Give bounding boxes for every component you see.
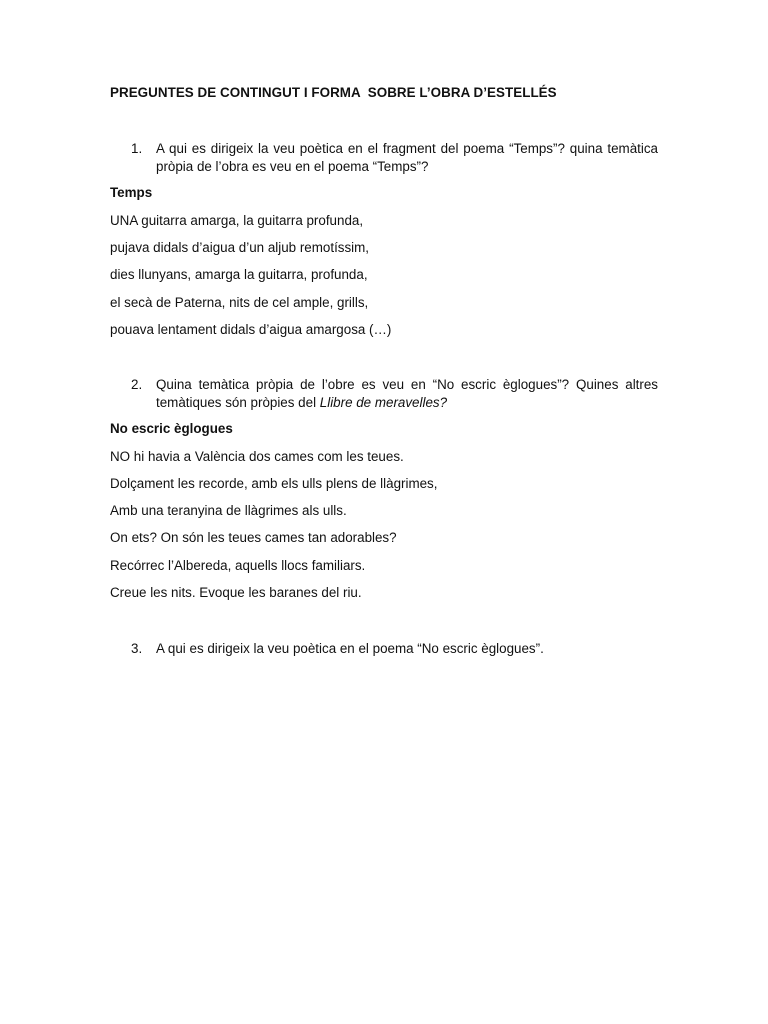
question-number: 2. [131,377,143,392]
poem-line: Dolçament les recorde, amb els ulls plens de llàgrimes, [110,476,438,491]
poem-title-no-escric-eglogues: No escric èglogues [110,421,233,436]
poem-line: Recórrec l’Albereda, aquells llocs familiars. [110,558,366,573]
poem-line: dies llunyans, amarga la guitarra, profunda, [110,267,368,282]
book-title: Llibre de meravelles? [319,394,448,410]
poem-line: Creue les nits. Evoque les baranes del riu. [110,585,362,600]
poem-line: el secà de Paterna, nits de cel ample, grills, [110,295,369,310]
question-text: A qui es dirigeix la veu poètica en el fragment del poema “Temps”? quina temàtica pròpia de l’obra es veu en el poema “Temps”? [156,141,658,174]
question-text [156,376,658,411]
poem-line: UNA guitarra amarga, la guitarra profunda, [110,213,364,228]
question-number: 3. [131,641,143,656]
document-title: PREGUNTES DE CONTINGUT I FORMA SOBRE L’OBRA D’ESTELLÉS [110,85,557,100]
question-2 [131,376,658,411]
question-1 [131,140,658,175]
poem-line: On ets? On són les teues cames tan adorables? [110,530,397,545]
question-3 [131,640,658,658]
poem-title-temps: Temps [110,185,153,200]
poem-line: Amb una teranyina de llàgrimes als ulls. [110,503,347,518]
poem-line: pujava didals d’aigua d’un aljub remotíssim, [110,240,370,255]
question-text: A qui es dirigeix la veu poètica en el poema “No escric èglogues”. [156,641,544,656]
poem-line: NO hi havia a València dos cames com les teues. [110,449,404,464]
poem-line: pouava lentament didals d’aigua amargosa (…) [110,322,392,337]
question-text-main: Quina temàtica pròpia de l’obre es veu en “No escric èglogues”? Quines altres temàtiques són pròpies del [156,377,658,410]
question-number: 1. [131,141,143,156]
